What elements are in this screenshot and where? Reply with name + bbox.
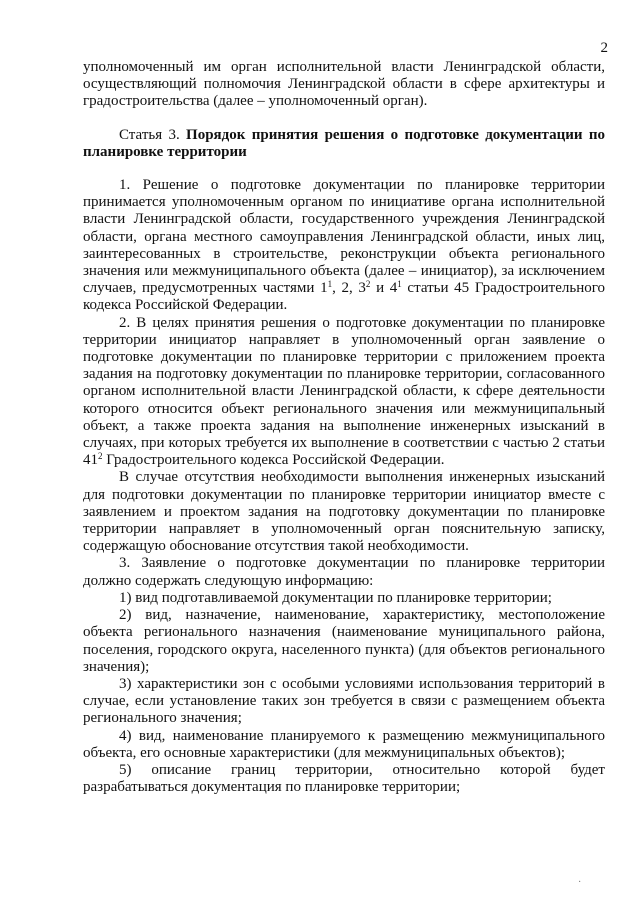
- superscript: 1: [397, 279, 402, 290]
- list-item-3: 3) характеристики зон с особыми условиями использования территорий в случае, если установление таких зон требуется в связи с размещением объекта регионального значения;: [83, 675, 605, 727]
- paragraph-3: В случае отсутствия необходимости выполнения инженерных изысканий для подготовки документации по планировке территории инициатор вместе с заявлением и проектом задания на подготовку документации по планировке территории направляет в уполномоченный орган пояснительную записку, содержащую обоснование отсутствия такой необходимости.: [83, 469, 605, 555]
- bottom-mark: ·: [578, 877, 582, 888]
- list-item-5: 5) описание границ территории, относительно которой будет разрабатываться документация по планировке территории;: [83, 761, 605, 796]
- list-item-1: 1) вид подготавливаемой документации по планировке территории;: [119, 589, 552, 606]
- paragraph-2: [83, 315, 605, 470]
- intro-paragraph: уполномоченный им орган исполнительной власти Ленинградской области, осуществляющий полномочия Ленинградской области в сфере архитектуры и градостроительства (далее – уполномоченный орган).: [83, 59, 605, 110]
- list-item-4: 4) вид, наименование планируемого к размещению межмуниципального объекта, его основные характеристики (для межмуниципальных объектов);: [83, 727, 605, 761]
- article-number: Статья 3.: [119, 126, 187, 143]
- document-body: [83, 59, 605, 796]
- article-heading: [83, 127, 605, 161]
- list-item-2: 2) вид, назначение, наименование, характеристику, местоположение объекта регионального назначения (наименование муниципального района, поселения, городского округа, населенного пункта) (для объектов регионального значения);: [83, 607, 605, 675]
- paragraph-2-text-b: Градостроительного кодекса Российской Федерации.: [102, 452, 445, 469]
- superscript: 2: [98, 451, 103, 462]
- paragraph-1: [83, 177, 605, 315]
- superscript: 2: [365, 279, 371, 290]
- paragraph-1-text-d: статьи 45 Градостроительного кодекса Российской Федерации.: [83, 280, 606, 314]
- page-number: 2: [600, 40, 608, 56]
- paragraph-4: 3. Заявление о подготовке документации по планировке территории должно содержать следующую информацию:: [83, 555, 605, 589]
- paragraph-1-text-a: 1. Решение о подготовке документации по планировке территории принимается уполномоченным органом по инициативе органа исполнительной власти Ленинградской области, государственного учреждения Ленинградской области, органа местного самоуправления Ленинградской области, иных лиц, заинтересованных в строительстве, реконструкции объекта регионального значения или межмуниципального объекта (далее – инициатор), за исключением случаев, предусмотренных частями 1: [83, 177, 605, 297]
- article-title: Порядок принятия решения о подготовке документации по планировке территории: [83, 126, 605, 160]
- paragraph-1-text-b: , 2, 3: [332, 280, 366, 297]
- paragraph-1-text-c: и 4: [370, 280, 398, 297]
- superscript: 1: [327, 279, 333, 290]
- paragraph-2-text-a: 2. В целях принятия решения о подготовке документации по планировке территории инициатор направляет в уполномоченный орган заявление о подготовке документации по планировке территории с приложением проекта задания на подготовку документации по планировке территории, согласованного органом исполнительной власти Ленинградской области, к сфере деятельности которого относится объект регионального значения или межмуниципальный объект, а также проекта задания на выполнение инженерных изысканий в случаях, при которых требуется их выполнение в соответствии с частью 2 статьи 41: [83, 314, 605, 469]
